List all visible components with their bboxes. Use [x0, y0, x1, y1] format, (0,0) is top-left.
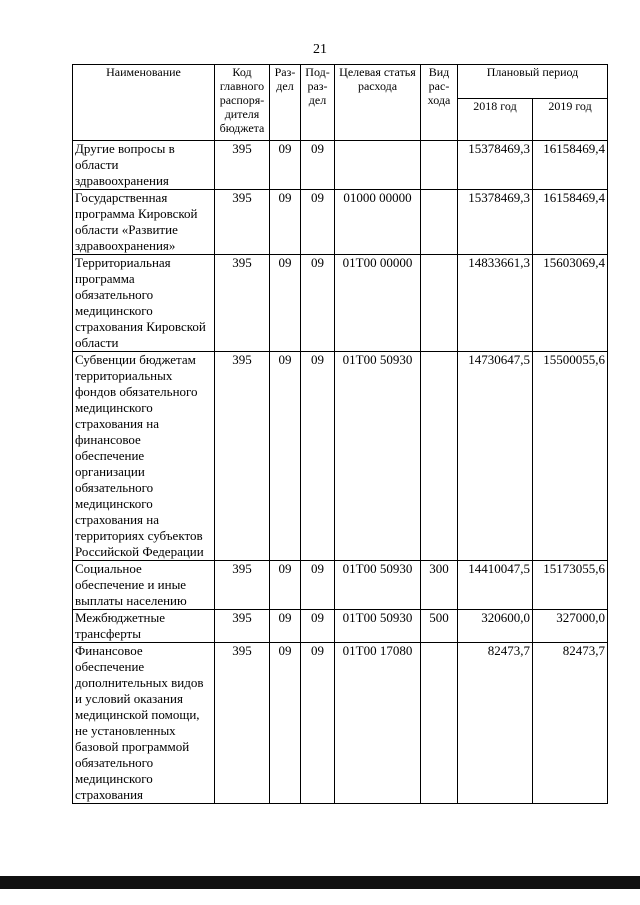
header-year-2018: 2018 год [458, 99, 533, 141]
scan-edge-bar [0, 876, 640, 889]
cell-target: 01Т00 50930 [335, 352, 421, 561]
cell-code: 395 [215, 141, 270, 190]
cell-subsection: 09 [301, 561, 335, 610]
cell-code: 395 [215, 643, 270, 804]
cell-2019: 15603069,4 [533, 255, 608, 352]
table-row [73, 561, 608, 610]
cell-section: 09 [270, 610, 301, 643]
cell-name: Финансовое обеспечение дополнительных видов и условий оказания медицинской помощи, не установленных базовой программой обязательного медицинского страхования [73, 643, 215, 804]
cell-section: 09 [270, 141, 301, 190]
cell-kind [421, 141, 458, 190]
cell-section: 09 [270, 561, 301, 610]
cell-kind [421, 255, 458, 352]
cell-kind: 300 [421, 561, 458, 610]
cell-code: 395 [215, 610, 270, 643]
cell-2019: 82473,7 [533, 643, 608, 804]
header-year-2019: 2019 год [533, 99, 608, 141]
cell-2019: 16158469,4 [533, 190, 608, 255]
table-header [73, 65, 608, 141]
cell-target: 01Т00 00000 [335, 255, 421, 352]
cell-kind [421, 352, 458, 561]
header-kind: Вид рас-хода [421, 65, 458, 141]
table-row [73, 255, 608, 352]
cell-name: Другие вопросы в области здравоохранения [73, 141, 215, 190]
cell-target: 01Т00 17080 [335, 643, 421, 804]
cell-2018: 82473,7 [458, 643, 533, 804]
cell-subsection: 09 [301, 610, 335, 643]
header-code: Код главного распоря-дителя бюджета [215, 65, 270, 141]
cell-subsection: 09 [301, 643, 335, 804]
header-section: Раз-дел [270, 65, 301, 141]
cell-2019: 15500055,6 [533, 352, 608, 561]
header-subsection: Под-раз-дел [301, 65, 335, 141]
table-row [73, 610, 608, 643]
cell-section: 09 [270, 643, 301, 804]
cell-section: 09 [270, 255, 301, 352]
cell-target [335, 141, 421, 190]
table-row [73, 352, 608, 561]
cell-kind [421, 190, 458, 255]
cell-subsection: 09 [301, 352, 335, 561]
cell-code: 395 [215, 190, 270, 255]
cell-name: Территориальная программа обязательного медицинского страхования Кировской области [73, 255, 215, 352]
cell-name: Субвенции бюджетам территориальных фондов обязательного медицинского страхования на финансовое обеспечение организации обязательного медицинского страхования на территориях субъектов Российской Федерации [73, 352, 215, 561]
page-number: 21 [313, 42, 327, 57]
cell-2019: 16158469,4 [533, 141, 608, 190]
cell-target: 01000 00000 [335, 190, 421, 255]
cell-subsection: 09 [301, 255, 335, 352]
budget-table [72, 64, 608, 804]
cell-code: 395 [215, 561, 270, 610]
cell-subsection: 09 [301, 190, 335, 255]
cell-2018: 14730647,5 [458, 352, 533, 561]
cell-2018: 14833661,3 [458, 255, 533, 352]
header-target: Целевая статья расхода [335, 65, 421, 141]
table-row [73, 141, 608, 190]
cell-2019: 15173055,6 [533, 561, 608, 610]
cell-name: Государственная программа Кировской области «Развитие здравоохранения» [73, 190, 215, 255]
cell-code: 395 [215, 352, 270, 561]
cell-name: Межбюджетные трансферты [73, 610, 215, 643]
table-body [73, 141, 608, 804]
cell-2018: 14410047,5 [458, 561, 533, 610]
cell-name: Социальное обеспечение и иные выплаты населению [73, 561, 215, 610]
cell-kind [421, 643, 458, 804]
cell-2018: 15378469,3 [458, 190, 533, 255]
cell-kind: 500 [421, 610, 458, 643]
header-planned-period: Плановый период [458, 65, 608, 99]
cell-subsection: 09 [301, 141, 335, 190]
cell-target: 01Т00 50930 [335, 610, 421, 643]
table-row [73, 643, 608, 804]
table-row [73, 190, 608, 255]
cell-section: 09 [270, 190, 301, 255]
cell-2019: 327000,0 [533, 610, 608, 643]
cell-2018: 320600,0 [458, 610, 533, 643]
header-name: Наименование [73, 65, 215, 141]
cell-code: 395 [215, 255, 270, 352]
cell-section: 09 [270, 352, 301, 561]
cell-2018: 15378469,3 [458, 141, 533, 190]
cell-target: 01Т00 50930 [335, 561, 421, 610]
